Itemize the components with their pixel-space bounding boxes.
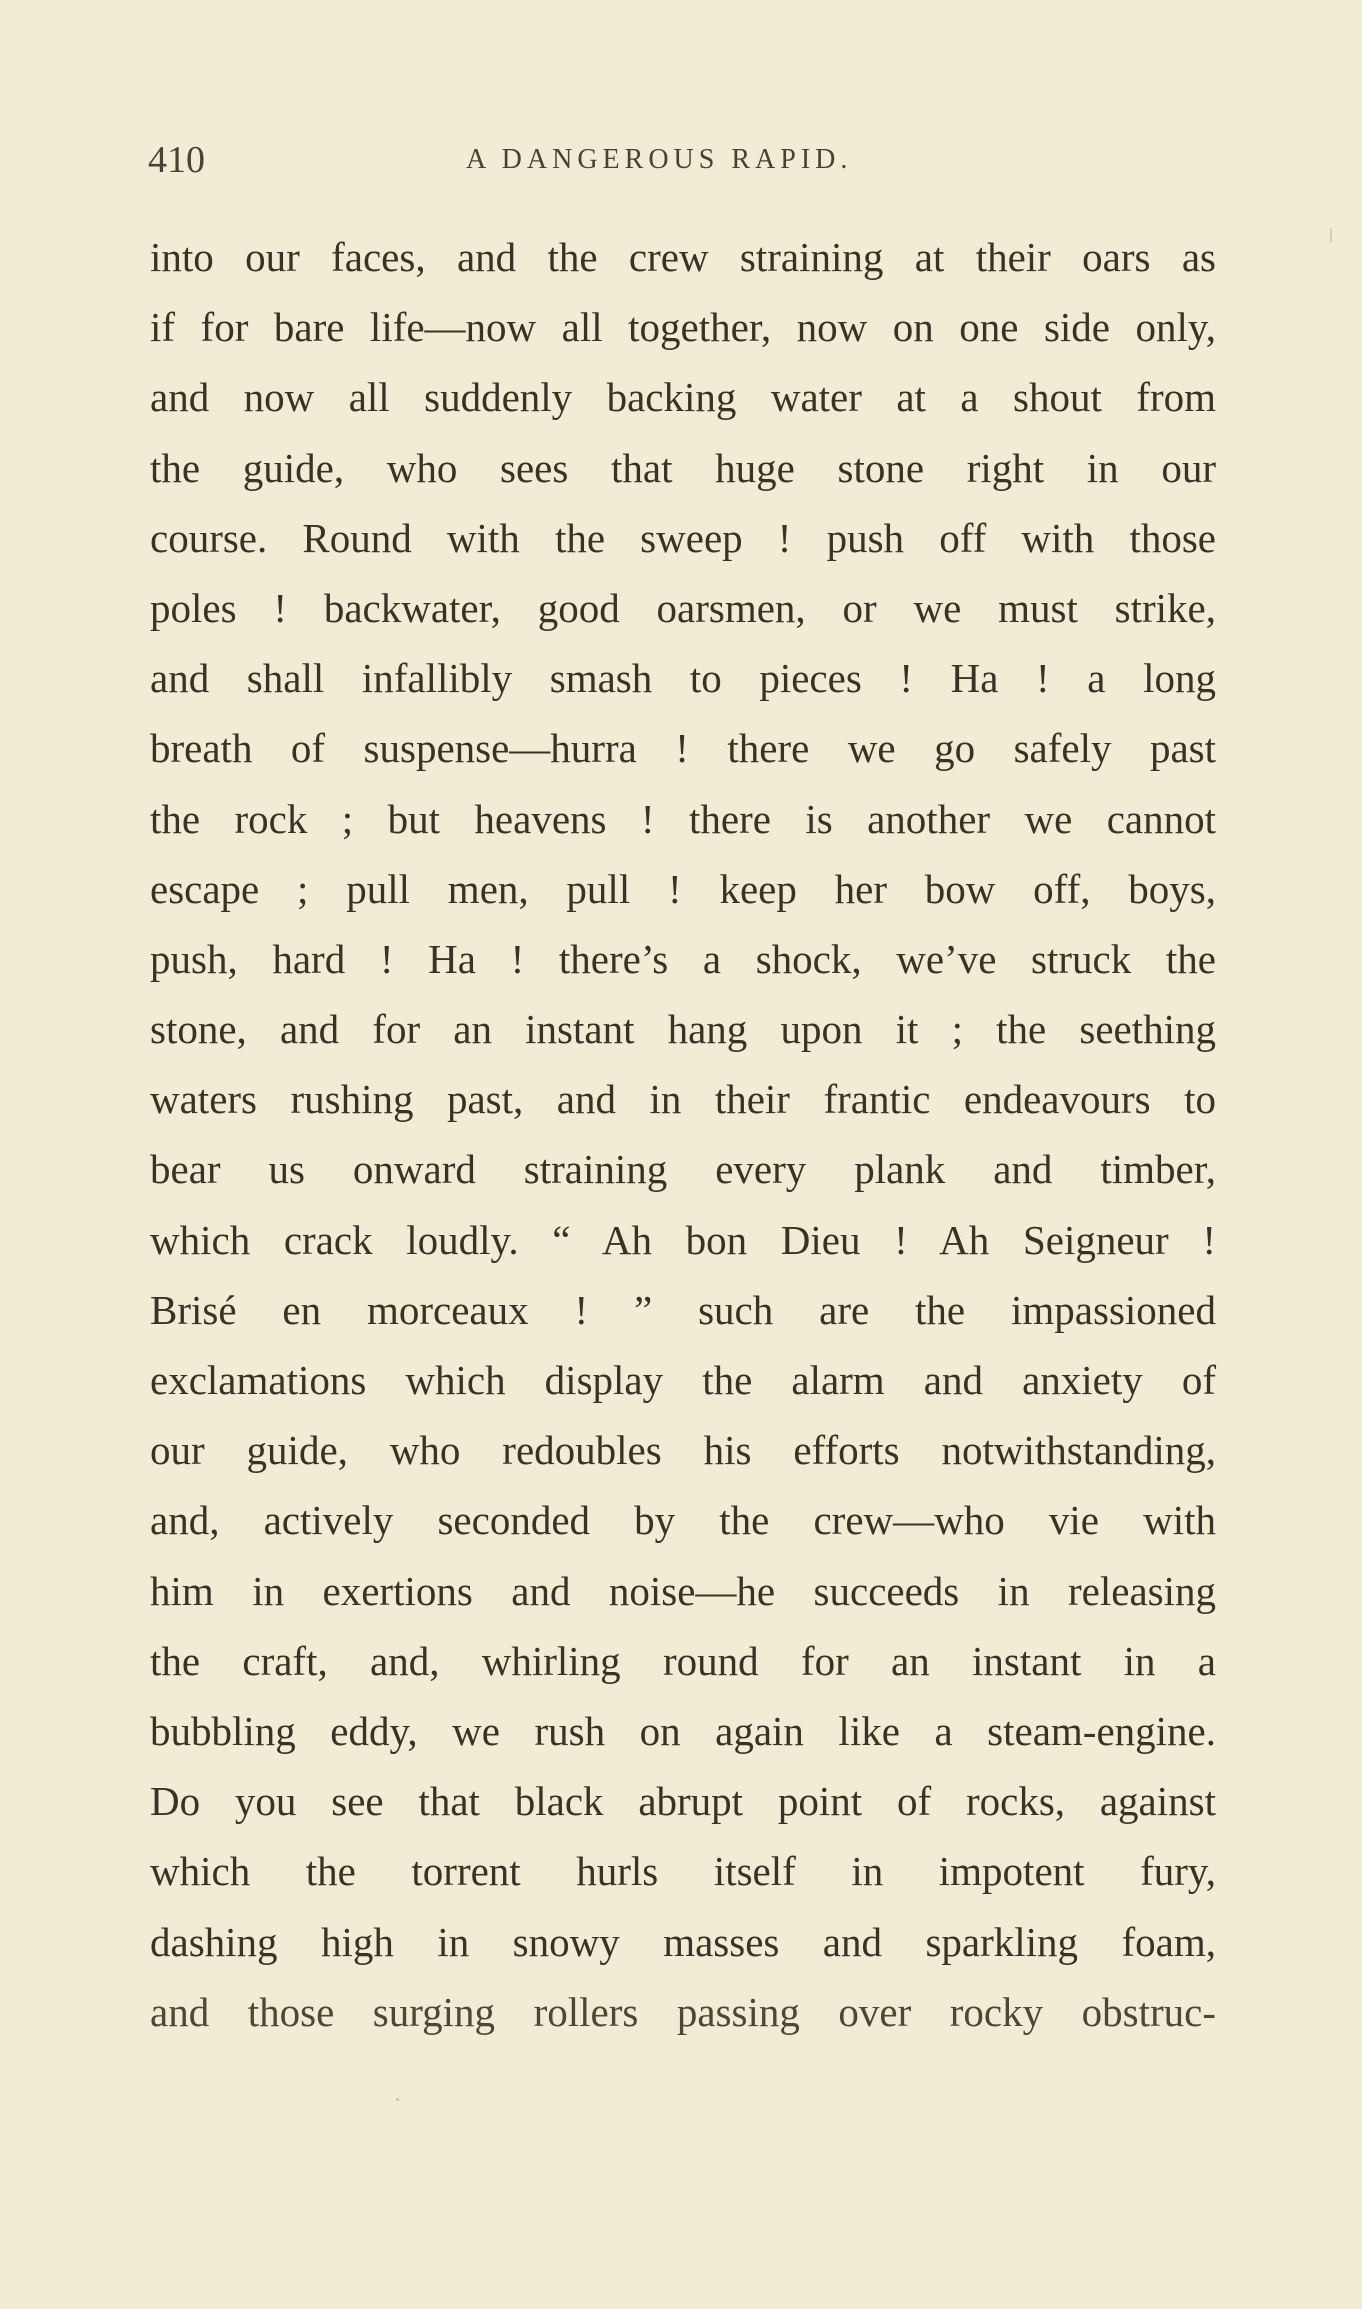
text-line: if for bare life—now all together, now on one side only, bbox=[150, 304, 1216, 351]
text-line: and shall infallibly smash to pieces ! Ha ! a long bbox=[150, 655, 1216, 702]
running-head bbox=[148, 138, 1216, 188]
text-line: stone, and for an instant hang upon it ; the seething bbox=[150, 1006, 1216, 1053]
text-line: push, hard ! Ha ! there’s a shock, we’ve struck the bbox=[150, 935, 1216, 982]
text-line: breath of suspense—hurra ! there we go safely past bbox=[150, 725, 1216, 772]
text-line: course. Round with the sweep ! push off with those bbox=[150, 514, 1216, 561]
text-line: the guide, who sees that huge stone right in our bbox=[150, 444, 1216, 491]
text-line: Brisé en morceaux ! ” such are the impassioned bbox=[150, 1286, 1216, 1333]
text-line: and those surging rollers passing over rocky obstruc- bbox=[150, 1988, 1216, 2035]
text-line: waters rushing past, and in their frantic endeavours to bbox=[150, 1076, 1216, 1123]
text-line: bubbling eddy, we rush on again like a steam-engine. bbox=[150, 1707, 1216, 1754]
text-line: our guide, who redoubles his efforts notwithstanding, bbox=[150, 1427, 1216, 1474]
text-line: exclamations which display the alarm and anxiety of bbox=[150, 1357, 1216, 1403]
text-line: the craft, and, whirling round for an instant in a bbox=[150, 1637, 1216, 1684]
body-text bbox=[150, 222, 1216, 2047]
text-line: and, actively seconded by the crew—who vie with bbox=[150, 1497, 1216, 1544]
text-line: which the torrent hurls itself in impotent fury, bbox=[150, 1848, 1216, 1895]
page-number: 410 bbox=[148, 139, 205, 181]
paper-mark bbox=[1330, 228, 1332, 242]
text-line: bear us onward straining every plank and timber, bbox=[150, 1146, 1216, 1193]
paper-mark bbox=[396, 2098, 399, 2101]
text-line: poles ! backwater, good oarsmen, or we must strike, bbox=[150, 584, 1216, 631]
text-line: the rock ; but heavens ! there is another we cannot bbox=[150, 795, 1216, 842]
text-line: which crack loudly. “ Ah bon Dieu ! Ah Seigneur ! bbox=[150, 1216, 1216, 1263]
text-line: him in exertions and noise—he succeeds in releasing bbox=[150, 1567, 1216, 1614]
text-line: Do you see that black abrupt point of rocks, against bbox=[150, 1778, 1216, 1825]
running-title: A DANGEROUS RAPID. bbox=[466, 144, 853, 175]
text-line: and now all suddenly backing water at a shout from bbox=[150, 374, 1216, 421]
text-line: dashing high in snowy masses and sparkling foam, bbox=[150, 1918, 1216, 1965]
text-line: into our faces, and the crew straining at their oars as bbox=[150, 234, 1216, 280]
text-line: escape ; pull men, pull ! keep her bow off, boys, bbox=[150, 865, 1216, 912]
